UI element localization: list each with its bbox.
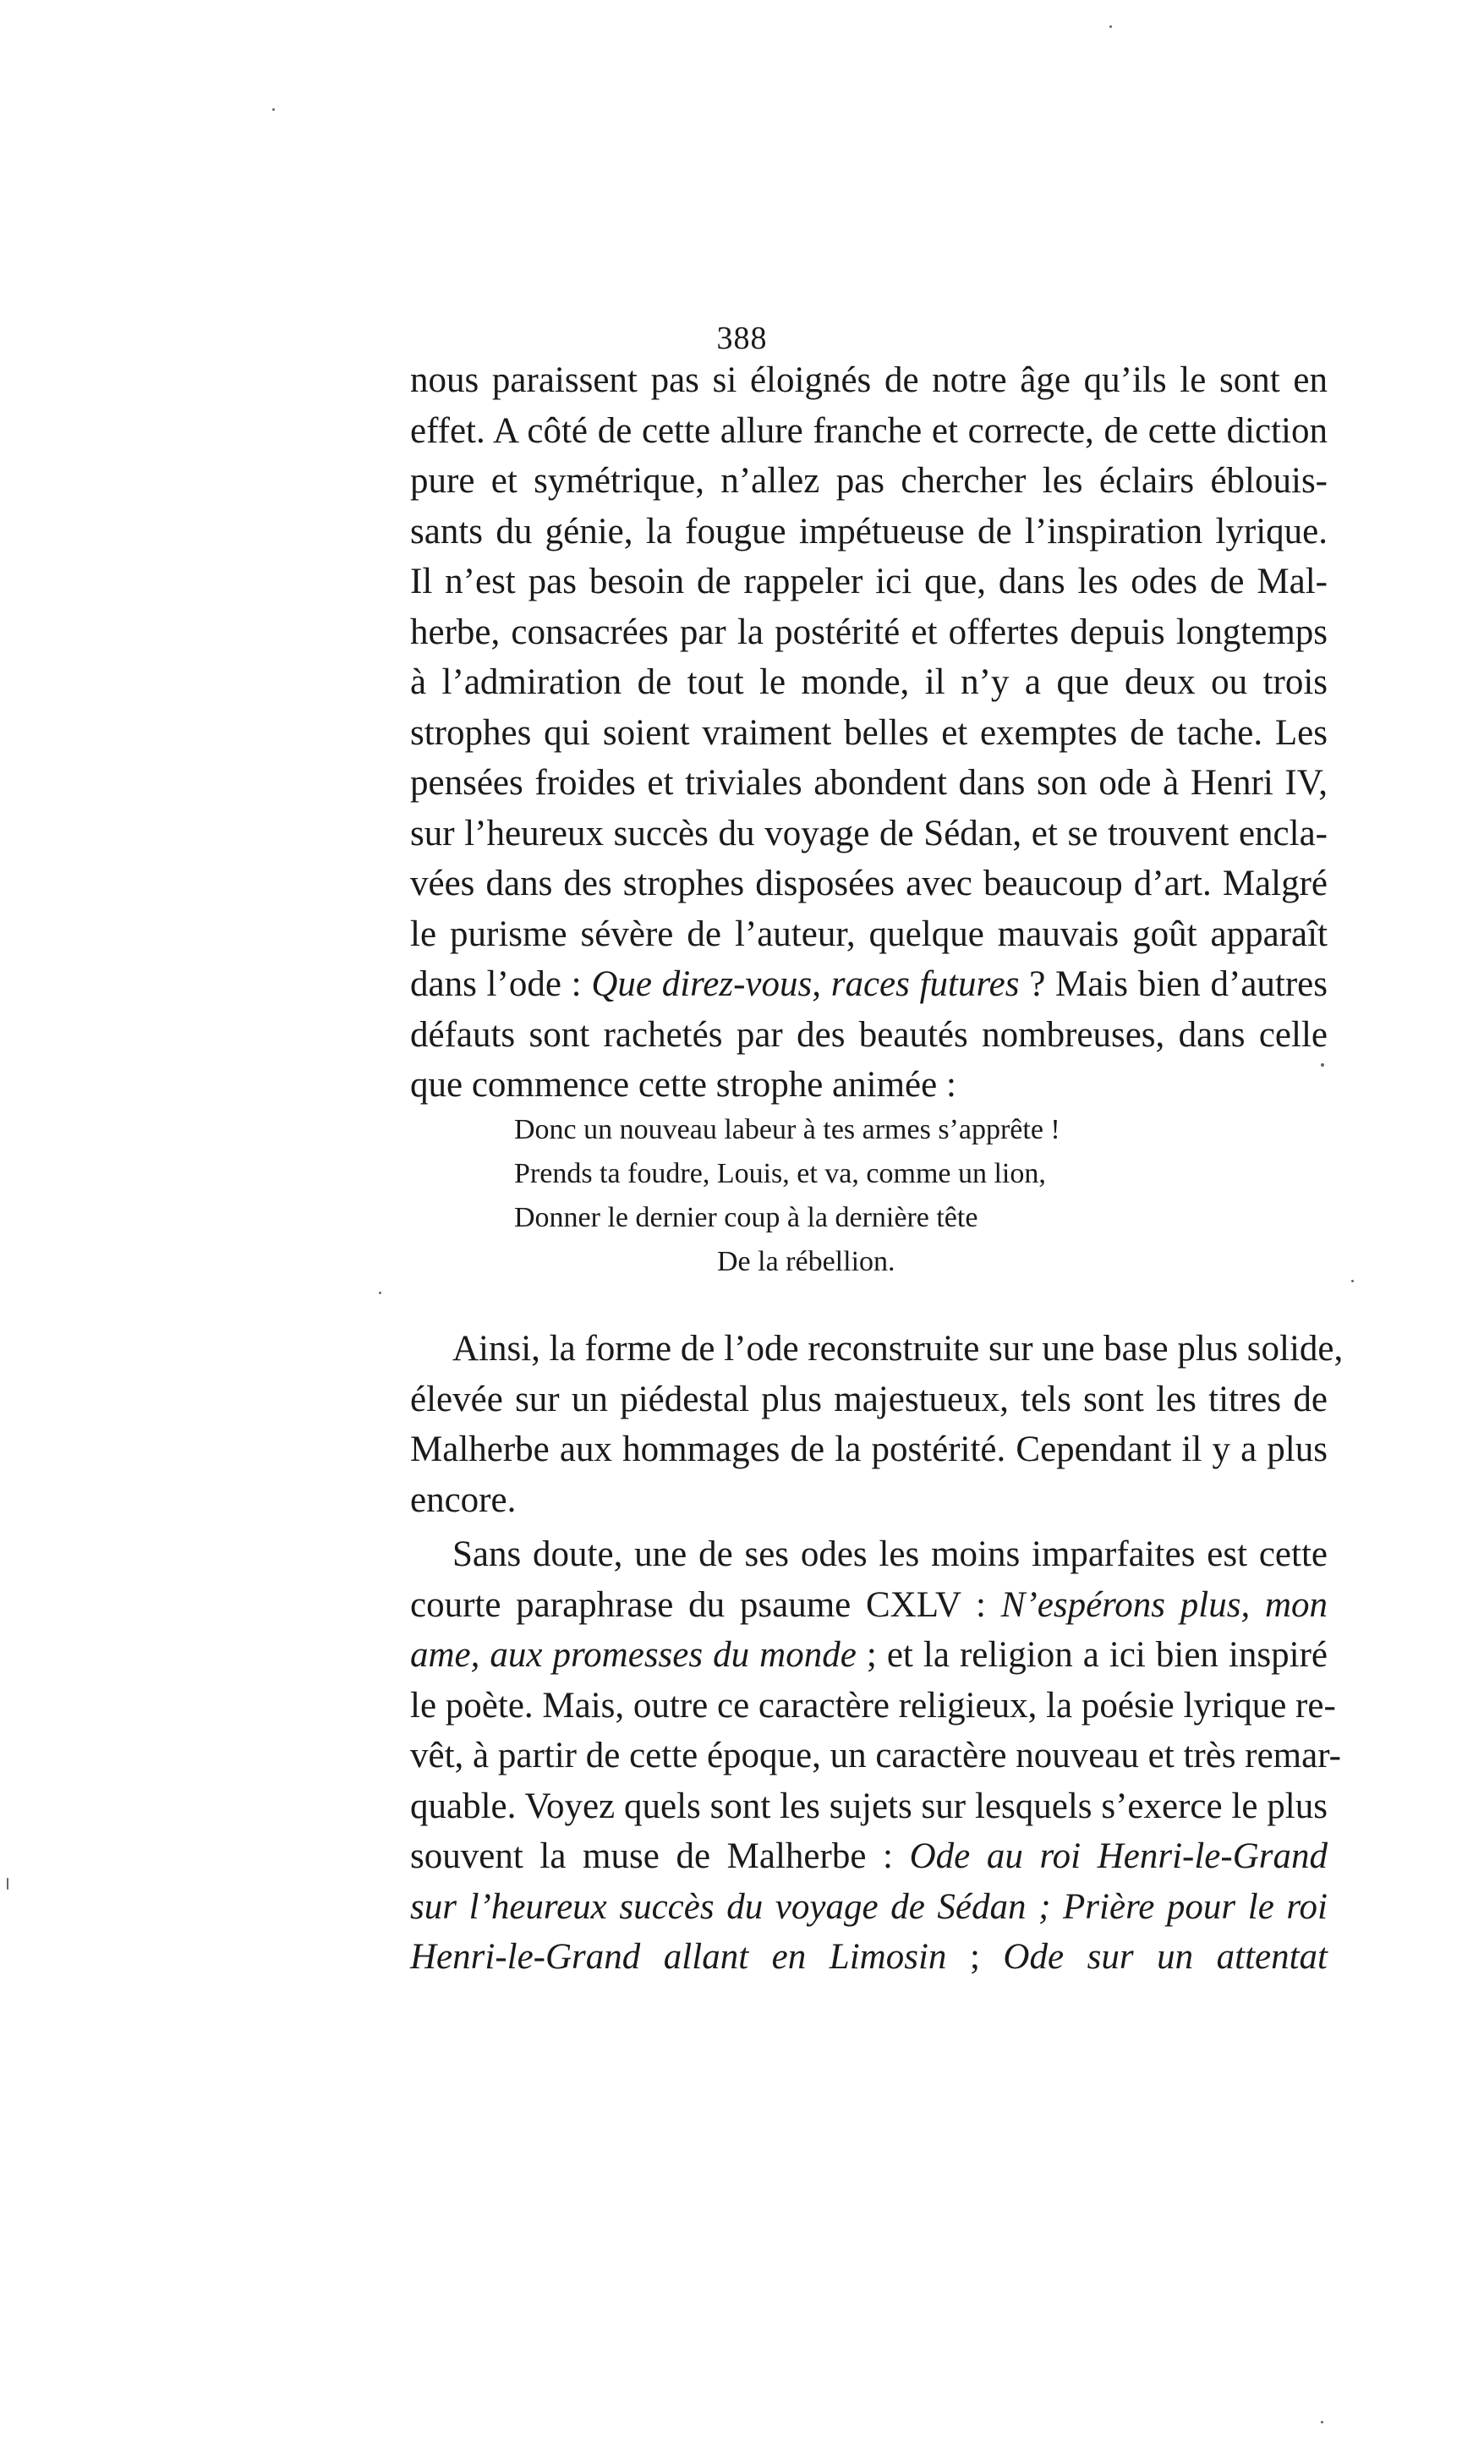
scan-speck: [272, 108, 275, 111]
text-line: vêt, à partir de cette époque, un caractère nouveau et très remar-: [410, 1736, 1341, 1775]
italic-title: Que direz-vous, races futures: [591, 964, 1020, 1004]
verse-line: Donner le dernier coup à la dernière tête: [514, 1202, 978, 1233]
text-line: pensées froides et triviales abondent dans son ode à Henri IV,: [410, 763, 1328, 803]
italic-title: ame, aux promesses du monde: [410, 1635, 857, 1675]
text-line: vées dans des strophes disposées avec beaucoup d’art. Malgré: [410, 864, 1328, 903]
text-line: Sans doute, une de ses odes les moins imparfaites est cette: [452, 1534, 1328, 1574]
text-line: Malherbe aux hommages de la postérité. Cependant il y a plus: [410, 1430, 1328, 1469]
text-line: [410, 1882, 1328, 1933]
text-line: quable. Voyez quels sont les sujets sur lesquels s’exerce le plus: [410, 1786, 1328, 1826]
verse-line: Donc un nouveau labeur à tes armes s’apprête !: [514, 1114, 1060, 1145]
scan-speck: [1351, 1280, 1354, 1282]
text-line: [410, 1932, 1328, 1983]
text-line: que commence cette strophe animée :: [410, 1065, 956, 1105]
text-line: herbe, consacrées par la postérité et offertes depuis longtemps: [410, 612, 1328, 652]
scan-speck: [1109, 25, 1112, 28]
scan-speck: [1321, 2421, 1323, 2423]
text-line: strophes qui soient vraiment belles et exemptes de tache. Les: [410, 712, 1328, 753]
page-number: 388: [716, 321, 768, 356]
text-line: élevée sur un piédestal plus majestueux, tels sont les titres de: [410, 1379, 1328, 1419]
italic-title: N’espérons plus, mon: [1000, 1584, 1328, 1625]
scan-speck: [1321, 1063, 1324, 1067]
text-line: nous paraissent pas si éloignés de notre âge qu’ils le sont en: [410, 360, 1328, 400]
text-run: souvent la muse de Malherbe :: [410, 1836, 910, 1876]
paragraph-2: [410, 1324, 1344, 1525]
text-line: [410, 1580, 1328, 1631]
text-line: sants du génie, la fougue impétueuse de l’inspiration lyrique.: [410, 511, 1328, 552]
scan-speck: [379, 1292, 381, 1294]
italic-title: Ode sur un attentat: [1003, 1937, 1328, 1977]
verse-line: Prends ta foudre, Louis, et va, comme un lion,: [514, 1158, 1046, 1189]
italic-title: Ode au roi Henri-le-Grand: [909, 1836, 1328, 1876]
text-run: courte paraphrase du psaume CXLV :: [410, 1584, 1001, 1625]
text-line: le purisme sévère de l’auteur, quelque mauvais goût apparaît: [410, 914, 1328, 954]
italic-title: Henri-le-Grand allant en Limosin: [410, 1937, 947, 1977]
text-line: Ainsi, la forme de l’ode reconstruite sur une base plus solide,: [452, 1329, 1344, 1369]
paragraph-1: [410, 355, 1328, 1111]
text-run: ? Mais bien d’autres: [1019, 964, 1328, 1004]
text-line: [410, 959, 1328, 1010]
text-line: pure et symétrique, n’allez pas chercher les éclairs éblouis-: [410, 461, 1328, 501]
text-run: ; et la religion a ici bien inspiré: [856, 1635, 1328, 1675]
italic-title: sur l’heureux succès du voyage de Sédan ; Prière pour le roi: [410, 1886, 1328, 1927]
paragraph-3: [410, 1529, 1341, 1983]
text-line: Il n’est pas besoin de rappeler ici que, dans les odes de Mal-: [410, 562, 1328, 601]
text-line: le poète. Mais, outre ce caractère religieux, la poésie lyrique re-: [410, 1685, 1336, 1726]
text-run: dans l’ode :: [410, 964, 592, 1004]
text-run: ;: [946, 1937, 1004, 1977]
text-line: [410, 1831, 1328, 1882]
verse-quotation: [514, 1108, 1191, 1284]
text-line: sur l’heureux succès du voyage de Sédan, et se trouvent encla-: [410, 813, 1328, 853]
text-line: effet. A côté de cette allure franche et correcte, de cette diction: [410, 410, 1328, 451]
text-line: à l’admiration de tout le monde, il n’y a que deux ou trois: [410, 662, 1328, 702]
scan-speck: [7, 1878, 8, 1890]
text-line: [410, 1630, 1328, 1681]
text-line: défauts sont rachetés par des beautés nombreuses, dans celle: [410, 1014, 1328, 1055]
verse-line: De la rébellion.: [717, 1246, 895, 1277]
text-line: encore.: [410, 1479, 517, 1520]
